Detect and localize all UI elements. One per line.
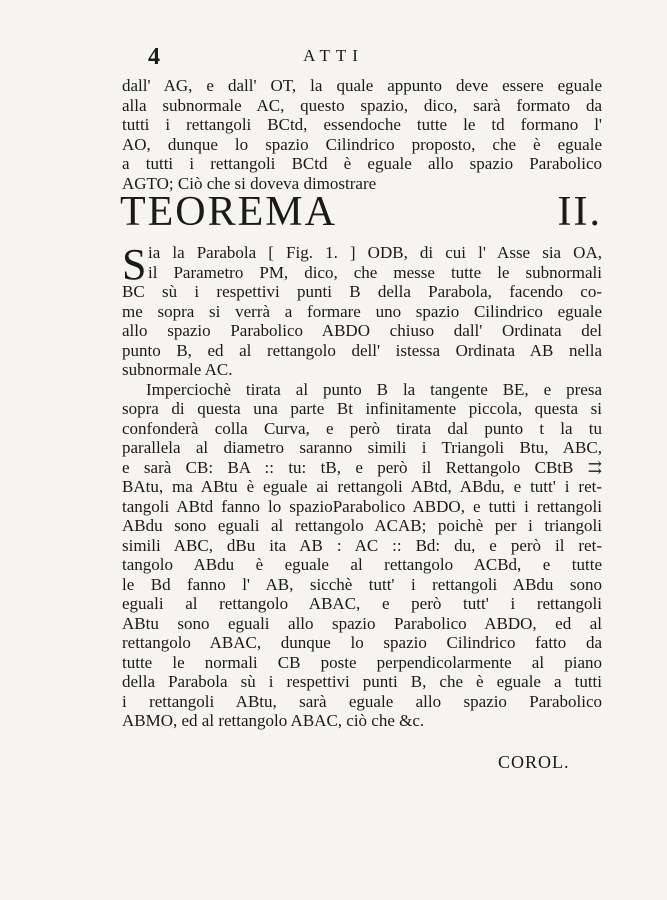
text-line: sopra di questa una parte Bt infinitamente piccola, questa si <box>122 399 602 418</box>
text-line: tangolo ABdu è eguale al rettangolo ACBd, e tutte <box>122 555 602 574</box>
text-line: tangoli ABtd fanno lo spazioParabolico ABDO, e tutti i rettangoli <box>122 496 602 516</box>
theorem-statement-paragraph <box>122 240 602 380</box>
text-line: confonderà colla Curva, e però tirata dal punto t la tu <box>122 418 602 438</box>
catchword: COROL. <box>498 752 570 772</box>
text-line: tutte le normali CB poste perpendicolarmente al piano <box>122 652 602 672</box>
text-line: ia la Parabola [ Fig. 1. ] ODB, di cui l' Asse sia OA, <box>148 243 602 262</box>
theorem-body <box>122 240 602 731</box>
theorem-title: TEOREMA II. <box>120 189 602 235</box>
text-line: simili ABC, dBu ita AB : AC :: Bd: du, e però il ret- <box>122 535 602 555</box>
proof-conclusion-paragraph <box>122 76 602 193</box>
text-line: alla subnormale AC, questo spazio, dico, sarà formato da <box>122 95 602 115</box>
text-line: punto B, ed al rettangolo dell' istessa Ordinata AB nella <box>122 340 602 360</box>
text-line: i rettangoli ABtu, sarà eguale allo spazio Parabolico <box>122 691 602 711</box>
text-line: BAtu, ma ABtu è eguale ai rettangoli ABtd, ABdu, e tutt' i ret- <box>122 477 602 496</box>
text-line: me sopra si verrà a formare uno spazio Cilindrico eguale <box>122 301 602 321</box>
text-line: AO, dunque lo spazio Cilindrico proposto, che è eguale <box>122 134 602 154</box>
drop-cap: S <box>122 240 147 289</box>
page-header <box>0 44 667 72</box>
text-line: a tutti i rettangoli BCtd è eguale allo spazio Parabolico <box>122 154 602 173</box>
text-line: tutti i rettangoli BCtd, essendoche tutte le td formano l' <box>122 115 602 134</box>
text-line: le Bd fanno l' AB, sicchè tutt' i rettangoli ABdu sono <box>122 574 602 594</box>
text-line: eguali al rettangolo ABAC, e però tutt' i rettangoli <box>122 594 602 613</box>
text-line: Imperciochè tirata al punto B la tangente BE, e presa <box>146 379 602 399</box>
page-number: 4 <box>148 44 160 70</box>
text-line: subnormale AC. <box>122 360 233 379</box>
text-line: allo spazio Parabolico ABDO chiuso dall' Ordinata del <box>122 321 602 340</box>
text-line: BC sù i respettivi punti B della Parabola, facendo co- <box>122 282 602 301</box>
text-line: ABMO, ed al rettangolo ABAC, ciò che &c. <box>122 711 425 730</box>
text-line: dall' AG, e dall' OT, la quale appunto deve essere eguale <box>122 76 602 95</box>
text-line: ABdu sono eguali al rettangolo ACAB; poichè per i triangoli <box>122 516 602 535</box>
text-line: parallela al diametro saranno simili i Triangoli Btu, ABC, <box>122 438 602 457</box>
text-line: rettangolo ABAC, dunque lo spazio Cilindrico fatto da <box>122 633 602 652</box>
text-line: ABtu sono eguali allo spazio Parabolico ABDO, ed al <box>122 613 602 633</box>
text-line: e sarà CB: BA :: tu: tB, e però il Rettangolo CBtB ⇉ <box>122 457 602 477</box>
running-head: ATTI <box>303 46 364 65</box>
text-line: AGTO; Ciò che si doveva dimostrare <box>122 173 377 193</box>
proof-paragraph <box>122 380 602 731</box>
text-line: della Parabola sù i respettivi punti B, che è eguale a tutti <box>122 672 602 691</box>
text-line: il Parametro PM, dico, che messe tutte le subnormali <box>148 262 602 282</box>
